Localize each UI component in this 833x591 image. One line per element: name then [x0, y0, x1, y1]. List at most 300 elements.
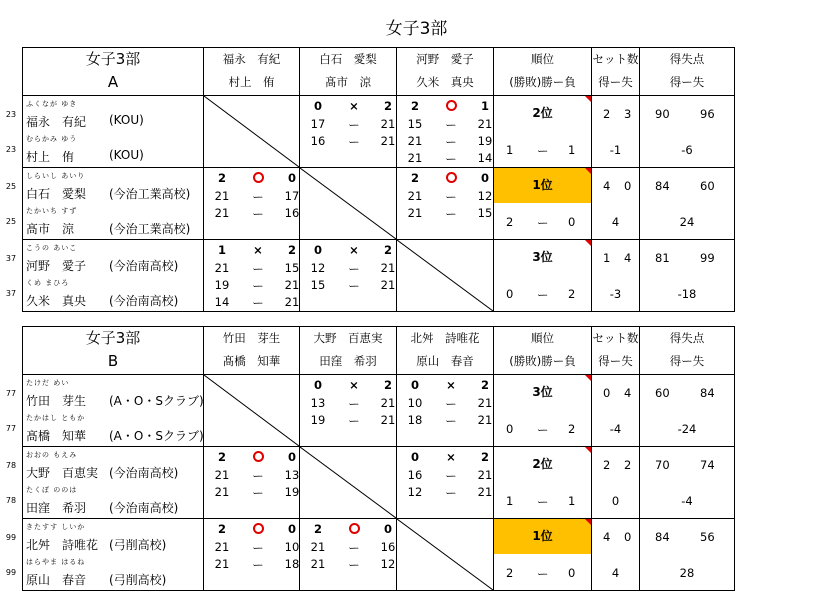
match-cell: [204, 240, 300, 312]
losses: 1: [568, 143, 576, 157]
games-lost: 0: [480, 171, 489, 185]
self-match-cell: [204, 375, 300, 447]
set-score-a: 21: [214, 261, 230, 275]
wins: 1: [506, 494, 514, 508]
games-lost: 0: [287, 450, 296, 464]
player-affiliation: (今治南高校): [109, 501, 179, 515]
player-affiliation: (今治南高校): [109, 466, 179, 480]
score-dash: ー: [252, 541, 264, 555]
rank-header: 順位 (勝敗)勝ー負: [494, 327, 592, 375]
sets-diff: -3: [609, 287, 622, 301]
win-circle-icon: [250, 450, 266, 464]
match-result-row: [397, 450, 493, 467]
games-lost: 2: [480, 450, 489, 464]
player: [5, 554, 203, 589]
diagonal-line: [204, 96, 299, 167]
match-result-row: [300, 378, 396, 395]
score-dash: ー: [445, 207, 457, 221]
loss-mark: ×: [446, 378, 456, 392]
set-score-b: 19: [477, 134, 493, 148]
match-cell: [300, 240, 397, 312]
set-score-b: 21: [380, 261, 396, 275]
match-result-row: [300, 243, 396, 260]
set-score-b: 21: [477, 485, 493, 499]
player-name: 河野 愛子: [26, 259, 87, 273]
win-circle-icon: [443, 99, 459, 113]
score-dash: ー: [252, 469, 264, 483]
self-match-cell: [397, 240, 494, 312]
opponent-header: 大野 百恵実 田窪 希羽: [300, 327, 397, 375]
set-score-row: [397, 189, 493, 206]
wins: 2: [506, 215, 514, 229]
set-score-row: [300, 134, 396, 151]
match-cell: [300, 519, 397, 591]
losses: 0: [568, 215, 576, 229]
points-for: 84: [655, 530, 670, 544]
score-dash: ー: [445, 135, 457, 149]
score-dash: ー: [348, 118, 360, 132]
corner-marker-icon: [585, 375, 591, 381]
set-score-row: [300, 540, 396, 557]
player-furigana: たけだ めい: [26, 379, 70, 387]
player: [5, 482, 203, 517]
points-diff: 28: [679, 566, 695, 580]
match-result-row: [397, 378, 493, 395]
group-table: [5, 326, 735, 591]
set-score-row: [204, 468, 299, 485]
games-lost: 0: [287, 522, 296, 536]
seed-number: 37: [5, 289, 17, 298]
player-name: 原山 春音: [26, 573, 87, 587]
player-name: 田窪 希羽: [26, 501, 87, 515]
score-dash: ー: [348, 262, 360, 276]
sets-cell: [592, 375, 640, 447]
sets-against: 3: [624, 107, 632, 121]
seed-number: 25: [5, 182, 17, 191]
games-lost: 2: [383, 243, 392, 257]
score-dash: ー: [252, 558, 264, 572]
team-cell: [5, 240, 204, 312]
set-score-b: 15: [477, 206, 493, 220]
win-circle-icon: [250, 171, 266, 185]
seed-number: 77: [5, 424, 17, 433]
points-cell: [640, 96, 735, 168]
rank-badge: 1位: [494, 168, 591, 203]
rank-badge: 1位: [494, 519, 591, 554]
loss-mark: ×: [349, 378, 359, 392]
match-result-row: [204, 171, 299, 188]
sets-cell: [592, 447, 640, 519]
group-table: [5, 47, 735, 312]
player-name: 村上 侑: [26, 150, 75, 164]
losses: 1: [568, 494, 576, 508]
sets-cell: [592, 240, 640, 312]
opponent-header: 河野 愛子 久米 真央: [397, 48, 494, 96]
score-dash: ー: [252, 279, 264, 293]
player-affiliation: (弓削高校): [109, 538, 167, 552]
set-score-a: 18: [407, 413, 423, 427]
set-score-b: 21: [380, 117, 396, 131]
score-dash: ー: [445, 486, 457, 500]
player-affiliation: (今治南高校): [109, 259, 179, 273]
diagonal-line: [397, 240, 493, 311]
opponent-header: 竹田 芽生 髙橋 知華: [204, 327, 300, 375]
score-dash: ー: [445, 152, 457, 166]
match-result-row: [204, 450, 299, 467]
sets-header: セット数 得ー失: [592, 48, 640, 96]
set-score-row: [204, 540, 299, 557]
set-score-row: [204, 261, 299, 278]
score-dash: ー: [348, 541, 360, 555]
games-won: 0: [313, 243, 322, 257]
set-score-a: 21: [214, 557, 230, 571]
set-score-a: 21: [407, 206, 423, 220]
rank-badge: 3位: [494, 240, 591, 275]
group-header: 女子3部 B: [23, 327, 204, 375]
sets-header: セット数 得ー失: [592, 327, 640, 375]
player: [5, 410, 204, 445]
sets-for: 2: [603, 107, 611, 121]
points-header: 得失点 得ー失: [640, 48, 735, 96]
sets-for: 4: [603, 530, 611, 544]
set-score-b: 21: [380, 278, 396, 292]
rank-cell: [494, 168, 592, 240]
player-affiliation: (A・O・Sクラブ): [109, 394, 204, 408]
points-for: 90: [655, 107, 670, 121]
points-against: 84: [700, 386, 715, 400]
seed-number: 23: [5, 145, 17, 154]
games-lost: 0: [383, 522, 392, 536]
set-score-row: [397, 413, 493, 430]
points-cell: [640, 375, 735, 447]
seed-number: 99: [5, 568, 17, 577]
player-furigana: くめ まひろ: [26, 279, 70, 287]
score-dash: ー: [348, 279, 360, 293]
set-score-a: 21: [310, 540, 326, 554]
set-score-a: 12: [407, 485, 423, 499]
sets-for: 4: [603, 179, 611, 193]
set-score-a: 17: [310, 117, 326, 131]
player: [5, 96, 203, 131]
set-score-b: 12: [380, 557, 396, 571]
diagonal-line: [300, 168, 396, 239]
set-score-b: 10: [284, 540, 300, 554]
set-score-a: 10: [407, 396, 423, 410]
set-score-a: 21: [407, 151, 423, 165]
sets-diff: 4: [611, 215, 620, 229]
loss-mark: ×: [253, 243, 263, 257]
wl-dash: ー: [537, 423, 549, 437]
games-lost: 2: [383, 99, 392, 113]
corner-marker-icon: [585, 447, 591, 453]
win-circle-icon: [346, 522, 362, 536]
win-loss: [494, 131, 591, 167]
set-score-b: 15: [284, 261, 300, 275]
games-lost: 2: [287, 243, 296, 257]
sets-cell: [592, 519, 640, 591]
score-dash: ー: [445, 414, 457, 428]
corner-marker-icon: [585, 240, 591, 246]
player-furigana: ふくなが ゆき: [26, 100, 78, 108]
player-name: 北舛 詩唯花: [26, 538, 99, 552]
win-loss: [494, 203, 591, 239]
sets-against: 0: [624, 179, 632, 193]
match-cell: [397, 375, 494, 447]
games-won: 2: [410, 171, 419, 185]
games-won: 0: [313, 99, 322, 113]
player: [5, 203, 203, 238]
sets-against: 4: [624, 386, 632, 400]
points-against: 60: [700, 179, 715, 193]
player-affiliation: (KOU): [109, 148, 144, 162]
match-cell: [204, 519, 300, 591]
seed-number: 25: [5, 217, 17, 226]
set-score-a: 21: [310, 557, 326, 571]
opponent-header: 白石 愛梨 髙市 涼: [300, 48, 397, 96]
rank-cell: [494, 375, 592, 447]
games-lost: 2: [480, 378, 489, 392]
points-diff: -18: [677, 287, 697, 301]
set-score-row: [300, 413, 396, 430]
set-score-b: 21: [380, 413, 396, 427]
sets-against: 4: [624, 251, 632, 265]
score-dash: ー: [445, 118, 457, 132]
sets-diff: -1: [609, 143, 622, 157]
points-header: 得失点 得ー失: [640, 327, 735, 375]
set-score-a: 21: [214, 468, 230, 482]
player-name: 福永 有紀: [26, 115, 87, 129]
team-cell: [5, 519, 204, 591]
player-furigana: こうの あいこ: [26, 244, 78, 252]
set-score-row: [204, 278, 299, 295]
losses: 2: [568, 287, 576, 301]
wins: 0: [506, 422, 514, 436]
corner-marker-icon: [585, 519, 591, 525]
score-dash: ー: [252, 262, 264, 276]
games-won: 2: [313, 522, 322, 536]
points-cell: [640, 519, 735, 591]
loss-mark: ×: [349, 243, 359, 257]
set-score-row: [397, 151, 493, 168]
set-score-b: 17: [284, 189, 300, 203]
player-affiliation: (今治工業高校): [109, 187, 191, 201]
score-dash: ー: [348, 397, 360, 411]
wl-dash: ー: [537, 495, 549, 509]
rank-cell: [494, 240, 592, 312]
player-furigana: たかいち すず: [26, 207, 78, 215]
seed-number: 99: [5, 533, 17, 542]
set-score-row: [397, 396, 493, 413]
rank-cell: [494, 447, 592, 519]
set-score-b: 21: [380, 396, 396, 410]
score-dash: ー: [252, 296, 264, 310]
player-affiliation: (今治工業高校): [109, 222, 191, 236]
sets-diff: -4: [609, 422, 622, 436]
sets-cell: [592, 96, 640, 168]
match-cell: [300, 96, 397, 168]
games-lost: 0: [287, 171, 296, 185]
set-score-row: [300, 278, 396, 295]
player: [5, 275, 203, 310]
player-furigana: たくぼ ののは: [26, 486, 78, 494]
corner-marker-icon: [585, 96, 591, 102]
player-furigana: はらやま はるね: [26, 558, 86, 566]
set-score-row: [397, 485, 493, 502]
set-score-row: [397, 468, 493, 485]
set-score-b: 21: [477, 117, 493, 131]
points-diff: -4: [681, 494, 693, 508]
set-score-b: 12: [477, 189, 493, 203]
set-score-b: 21: [477, 413, 493, 427]
points-against: 56: [700, 530, 715, 544]
score-dash: ー: [348, 558, 360, 572]
player: [5, 519, 203, 554]
self-match-cell: [397, 519, 494, 591]
player-affiliation: (弓削高校): [109, 573, 167, 587]
player-furigana: おおの もえみ: [26, 451, 78, 459]
set-score-a: 21: [407, 189, 423, 203]
score-dash: ー: [445, 190, 457, 204]
set-score-row: [300, 117, 396, 134]
group-header: 女子3部 A: [23, 48, 204, 96]
points-cell: [640, 447, 735, 519]
wl-dash: ー: [537, 144, 549, 158]
score-dash: ー: [445, 397, 457, 411]
set-score-b: 13: [284, 468, 300, 482]
set-score-a: 16: [310, 134, 326, 148]
games-won: 0: [410, 378, 419, 392]
rank-badge: 3位: [494, 375, 591, 410]
player: [5, 240, 203, 275]
rank-header: 順位 (勝敗)勝ー負: [494, 48, 592, 96]
set-score-a: 16: [407, 468, 423, 482]
match-cell: [397, 96, 494, 168]
sets-for: 2: [603, 458, 611, 472]
match-result-row: [397, 171, 493, 188]
match-cell: [204, 168, 300, 240]
points-for: 84: [655, 179, 670, 193]
set-score-a: 13: [310, 396, 326, 410]
set-score-row: [300, 261, 396, 278]
match-result-row: [397, 99, 493, 116]
self-match-cell: [204, 96, 300, 168]
set-score-b: 16: [284, 206, 300, 220]
player-furigana: むらかみ ゆう: [26, 135, 78, 143]
match-cell: [397, 168, 494, 240]
set-score-b: 16: [380, 540, 396, 554]
win-circle-icon: [250, 522, 266, 536]
points-diff: -24: [677, 422, 697, 436]
set-score-row: [204, 206, 299, 223]
team-cell: [5, 168, 204, 240]
wins: 2: [506, 566, 514, 580]
losses: 2: [568, 422, 576, 436]
score-dash: ー: [252, 190, 264, 204]
score-dash: ー: [348, 414, 360, 428]
games-won: 2: [217, 450, 226, 464]
rank-badge: 2位: [494, 96, 591, 131]
win-loss: [494, 410, 591, 446]
match-cell: [300, 375, 397, 447]
rank-cell: [494, 96, 592, 168]
player: [5, 131, 203, 166]
points-diff: 24: [679, 215, 695, 229]
match-result-row: [204, 522, 299, 539]
match-result-row: [300, 99, 396, 116]
set-score-a: 19: [310, 413, 326, 427]
points-for: 81: [655, 251, 670, 265]
points-cell: [640, 168, 735, 240]
seed-number: 37: [5, 254, 17, 263]
sets-against: 0: [624, 530, 632, 544]
wl-dash: ー: [537, 216, 549, 230]
points-against: 96: [700, 107, 715, 121]
player-affiliation: (A・O・Sクラブ): [109, 429, 204, 443]
player-name: 久米 真央: [26, 294, 87, 308]
player: [5, 447, 203, 482]
set-score-row: [204, 189, 299, 206]
set-score-a: 19: [214, 278, 230, 292]
set-score-b: 21: [284, 278, 300, 292]
score-dash: ー: [252, 207, 264, 221]
set-score-row: [397, 206, 493, 223]
match-cell: [397, 447, 494, 519]
match-result-row: [300, 522, 396, 539]
seed-number: 78: [5, 461, 17, 470]
win-loss: [494, 275, 591, 311]
wins: 1: [506, 143, 514, 157]
set-score-b: 18: [284, 557, 300, 571]
self-match-cell: [300, 447, 397, 519]
set-score-row: [397, 134, 493, 151]
set-score-row: [204, 485, 299, 502]
sets-diff: 4: [611, 566, 620, 580]
set-score-b: 21: [477, 468, 493, 482]
player-furigana: たかはし ともか: [26, 414, 86, 422]
diagonal-line: [397, 519, 493, 590]
seed-number: 78: [5, 496, 17, 505]
points-for: 70: [655, 458, 670, 472]
points-cell: [640, 240, 735, 312]
player-name: 大野 百恵実: [26, 466, 99, 480]
set-score-b: 14: [477, 151, 493, 165]
sets-for: 1: [603, 251, 611, 265]
score-dash: ー: [445, 469, 457, 483]
set-score-a: 21: [407, 134, 423, 148]
opponent-header: 北舛 詩唯花 原山 春音: [397, 327, 494, 375]
games-lost: 1: [480, 99, 489, 113]
losses: 0: [568, 566, 576, 580]
opponent-header: 福永 有紀 村上 侑: [204, 48, 300, 96]
games-won: 0: [313, 378, 322, 392]
player-name: 髙市 涼: [26, 222, 75, 236]
player-name: 髙橋 知華: [26, 429, 87, 443]
loss-mark: ×: [349, 99, 359, 113]
player-furigana: きたすす しいか: [26, 523, 86, 531]
set-score-row: [204, 295, 299, 312]
sets-against: 2: [624, 458, 632, 472]
set-score-row: [300, 557, 396, 574]
points-diff: -6: [681, 143, 693, 157]
team-cell: [5, 96, 204, 168]
set-score-a: 12: [310, 261, 326, 275]
seed-number: 77: [5, 389, 17, 398]
games-won: 2: [217, 522, 226, 536]
win-loss: [494, 554, 591, 590]
corner-marker-icon: [585, 168, 591, 174]
set-score-a: 15: [407, 117, 423, 131]
player-name: 白石 愛梨: [26, 187, 87, 201]
